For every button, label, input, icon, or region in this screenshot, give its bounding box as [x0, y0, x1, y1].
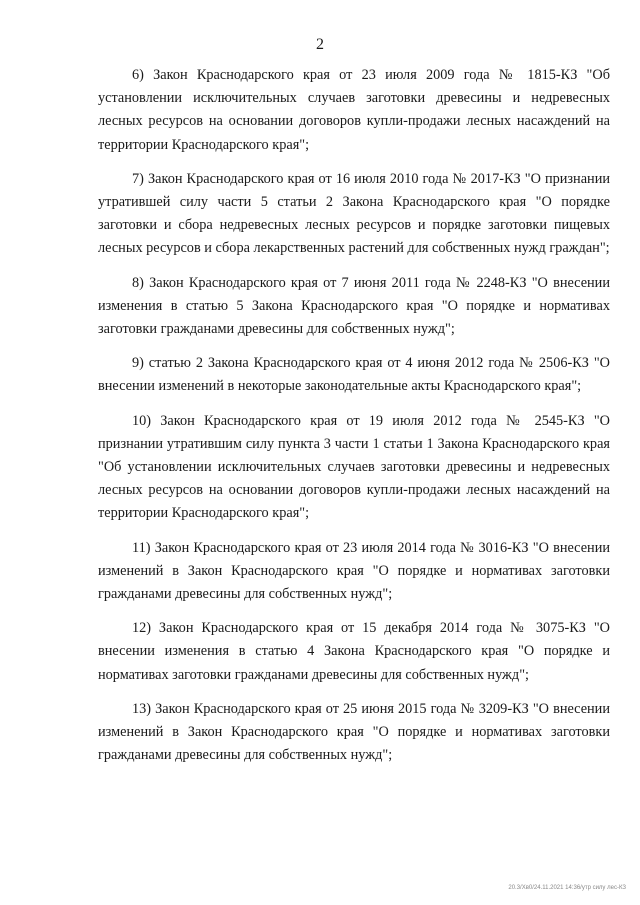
list-item-10: 10) Закон Краснодарского края от 19 июля 2012 года № 2545-КЗ "О признании утратившим силу пункта 3 части 1 статьи 1 Закона Краснодарского края "Об установлении исключительных случаев заготовки древесины и недревесных лесных ресурсов на основании договоров купли-продажи лесных насаждений на территории Краснодарского края";	[98, 412, 610, 522]
document-body	[98, 64, 610, 778]
document-footer-code: 20.3/Хв0/24.11.2021 14:36/утр силу лес-КЗ	[508, 885, 626, 891]
list-item-7: 7) Закон Краснодарского края от 16 июля 2010 года № 2017-КЗ "О признании утратившей силу части 5 статьи 2 Закона Краснодарского края "О порядке заготовки и сбора недревесных лесных ресурсов и порядке заготовки пищевых лесных ресурсов и сбора лекарственных растений для собственных нужд граждан";	[98, 170, 610, 257]
list-item-6: 6) Закон Краснодарского края от 23 июля 2009 года № 1815-КЗ "Об установлении исключительных случаев заготовки древесины и недревесных лесных ресурсов на основании договоров купли-продажи лесных насаждений на территории Краснодарского края";	[98, 67, 610, 153]
list-item-13: 13) Закон Краснодарского края от 25 июня 2015 года № 3209-КЗ "О внесении изменений в Закон Краснодарского края "О порядке и нормативах заготовки гражданами древесины для собственных нужд";	[98, 700, 610, 764]
list-item-8: 8) Закон Краснодарского края от 7 июня 2011 года № 2248-КЗ "О внесении изменения в статью 5 Закона Краснодарского края "О порядке и нормативах заготовки гражданами древесины для собственных нужд";	[98, 274, 610, 338]
list-item-12: 12) Закон Краснодарского края от 15 декабря 2014 года № 3075-КЗ "О внесении изменения в статью 4 Закона Краснодарского края "О порядке и нормативах заготовки гражданами древесины для собственных нужд";	[98, 620, 610, 683]
list-item-9: 9) статью 2 Закона Краснодарского края от 4 июня 2012 года № 2506-КЗ "О внесении изменений в некоторые законодательные акты Краснодарского края";	[98, 355, 610, 395]
page-number: 2	[316, 36, 324, 53]
list-item-11: 11) Закон Краснодарского края от 23 июля 2014 года № 3016-КЗ "О внесении изменений в Закон Краснодарского края "О порядке и нормативах заготовки гражданами древесины для собственных нужд";	[98, 539, 610, 603]
